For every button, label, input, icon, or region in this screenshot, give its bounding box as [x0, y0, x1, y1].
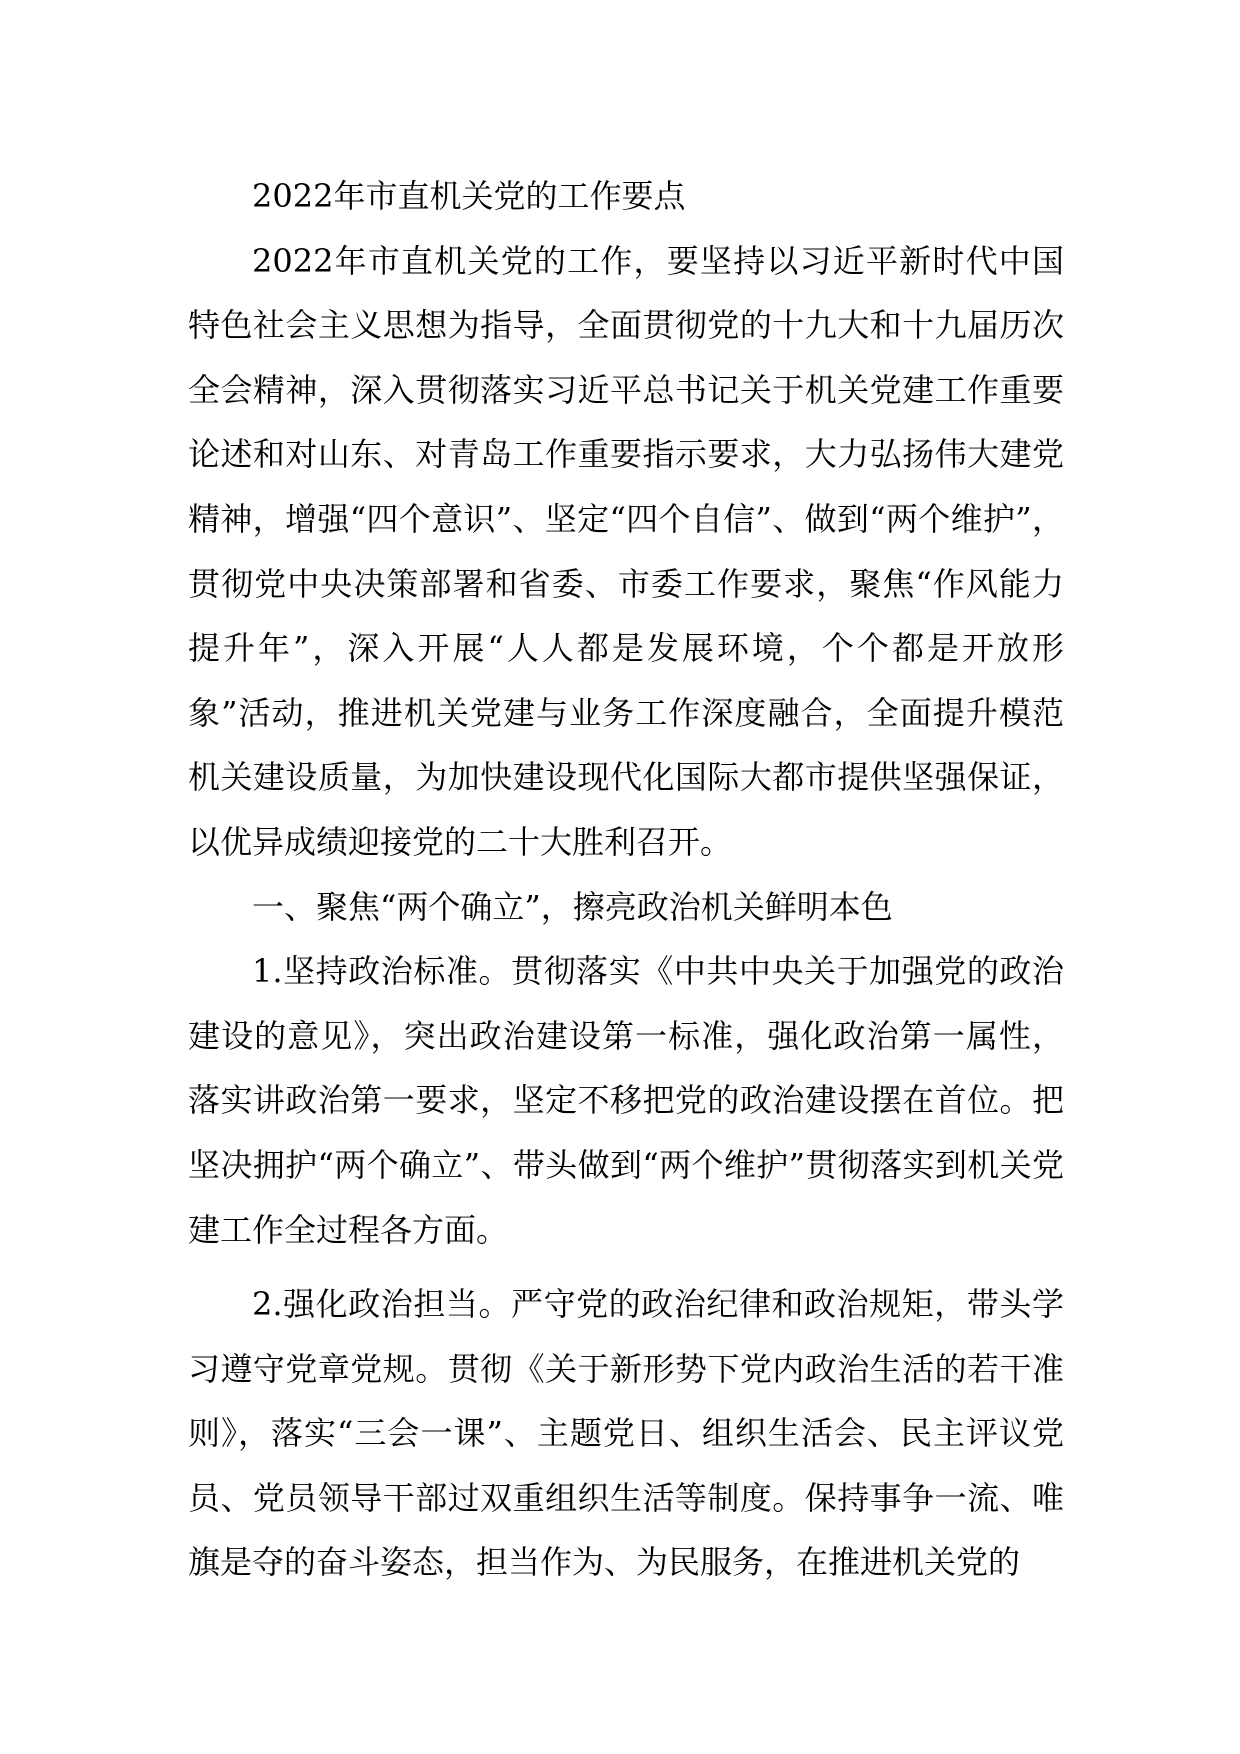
- section-heading: 一、聚焦“两个确立”，擦亮政治机关鲜明本色: [252, 887, 893, 926]
- document-title: 2022年市直机关党的工作要点: [252, 177, 686, 215]
- item-paragraph-1: 1.坚持政治标准。贯彻落实《中共中央关于加强党的政治建设的意见》，突出政治建设第一标准，强化政治第一属性，落实讲政治第一要求，坚定不移把党的政治建设摆在首位。把坚决拥护“两个确立”、带头做到“两个维护”贯彻落实到机关党建工作全过程各方面。: [188, 952, 1064, 1249]
- intro-paragraph: 2022年市直机关党的工作，要坚持以习近平新时代中国特色社会主义思想为指导，全面贯彻党的十九大和十九届历次全会精神，深入贯彻落实习近平总书记关于机关党建工作重要论述和对山东、对青岛工作重要指示要求，大力弘扬伟大建党精神，增强“四个意识”、坚定“四个自信”、做到“两个维护”，贯彻党中央决策部署和省委、市委工作要求，聚焦“作风能力提升年”，深入开展“人人都是发展环境，个个都是开放形象”活动，推进机关党建与业务工作深度融合，全面提升模范机关建设质量，为加快建设现代化国际大都市提供坚强保证，以优异成绩迎接党的二十大胜利召开。: [188, 241, 1064, 861]
- document-body: [188, 164, 1064, 1595]
- item-paragraph-2: 2.强化政治担当。严守党的政治纪律和政治规矩，带头学习遵守党章党规。贯彻《关于新形势下党内政治生活的若干准则》，落实“三会一课”、主题党日、组织生活会、民主评议党员、党员领导干部过双重组织生活等制度。保持事争一流、唯旗是夺的奋斗姿态，担当作为、为民服务，在推进机关党的: [188, 1285, 1064, 1582]
